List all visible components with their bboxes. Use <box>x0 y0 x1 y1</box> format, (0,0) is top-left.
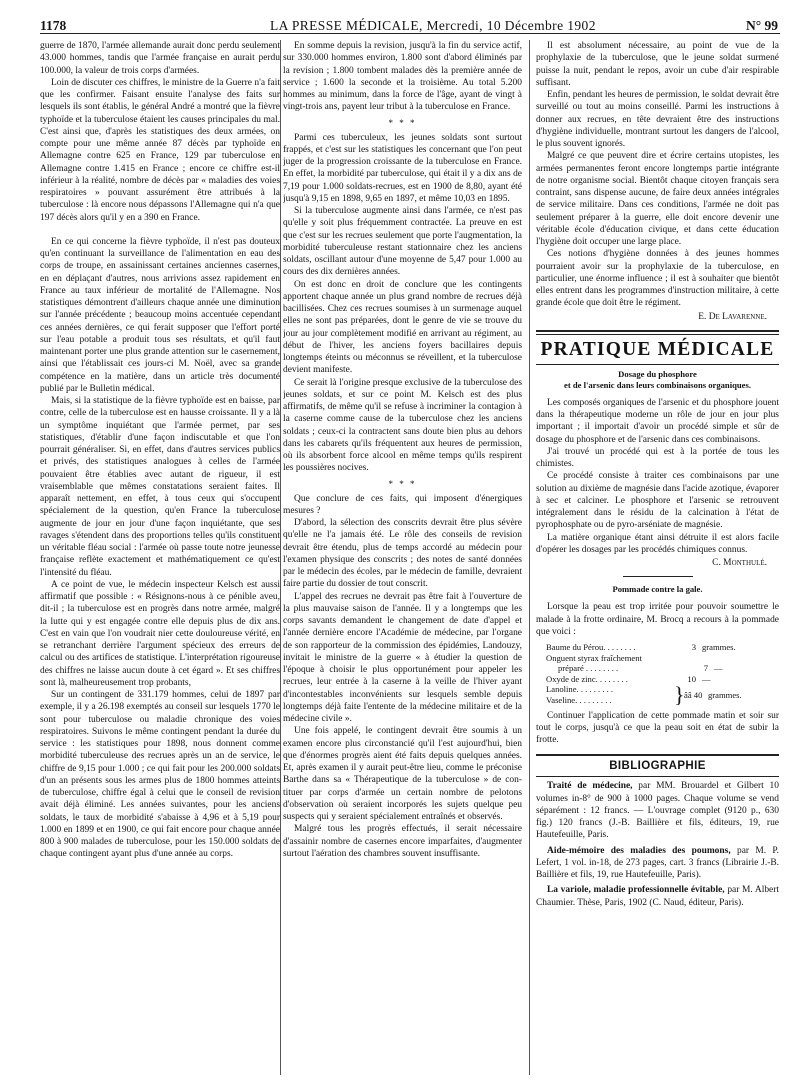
bibliography-entry-title: Aide-mémoire des maladies des poumons, <box>547 845 731 856</box>
article-title <box>536 369 779 391</box>
bibliography-entry <box>536 780 779 841</box>
author-signature: E. De Lavarenne. <box>698 311 767 322</box>
short-rule <box>623 576 693 577</box>
paragraph: Les composés organiques de l'arsenic et du phosphore jouent dans la thérapeutique moderne un rôle de jour en jour plus important ; il importait d'avoir un procédé simple et sûr de dosage du phosphore et de l'arsenic dans ces combinaisons. <box>536 397 779 445</box>
ingredient-name: Onguent styrax fraîchement <box>546 652 642 663</box>
section-rule <box>536 334 779 335</box>
bibliography-header <box>536 754 779 777</box>
paragraph: Il est absolument nécessaire, au point de vue de la prophylaxie de la tuberculose, que le jeune soldat surmené puisse la nuit, pendant le repos, avoir un cube d'air respirable suffisant. <box>536 41 779 88</box>
section-rule <box>536 364 779 365</box>
ingredient-name: Oxyde de zinc. . . . . . . . <box>546 673 628 684</box>
bibliography-entry <box>536 845 779 882</box>
ingredient-unit: grammes. <box>702 642 736 652</box>
bibliography-entry <box>536 884 779 909</box>
paragraph: guerre de 1870, l'armée allemande aurait donc perdu seulement 43.000 hommes, tandis que l'armée française en aurait perdu 100.000, la valeur de trois corps d'armées. <box>40 41 280 76</box>
journal-title: LA PRESSE MÉDICALE, Mercredi, 10 Décembre 1902 <box>270 18 596 33</box>
paragraph: Malgré ce que peuvent dire et écrire certains utopistes, les armées permanentes feront encore longtemps partie intégrante de notre organisme social. Bientôt chaque citoyen français sera contraint, sans dispense aucune, de faire deux années intégrales de service militaire. Dans ces conditions, l'armée ne doit pas seulement préparer à la guerre, elle doit encore devenir une véritable école d'éducation civique, et dans cette éducation l'hygiène doit occuper une large place. <box>536 151 779 247</box>
ingredient-unit: — <box>702 673 711 684</box>
paragraph: Si la tuberculose augmente ainsi dans l'armée, ce n'est pas qu'elle y soit plus fréquemment contractée. La preuve en est que c'est sur les recrues seulement que porte l'augmentation, la morbidité tuberculeuse restant stationnaire chez les anciens soldats, oscillant autour d'une moyenne de 5,47 pour 1.000 au cours des dix dernières années. <box>283 206 522 278</box>
ingredient-name: Vaseline. . . . . . . . . <box>546 694 612 705</box>
section-title: PRATIQUE MÉDICALE <box>540 338 775 360</box>
bibliography-entry-title: Traité de médecine, <box>547 781 633 792</box>
bibliography-entry-text: par M. Albert Chaumier. Thèse, Paris, 1902 (C. Naud, éditeur, Paris). <box>536 885 779 908</box>
paragraph: Sur un contingent de 331.179 hommes, celui de 1897 par exemple, il y a 26.198 exemptés au conseil sur lesquels 1770 le sont pour tuberculose ou maladie chronique des voies respiratoires. Suivons le même contingent pendant la durée du service : les statistiques pour 1898, nous donnent comme morbidité tuberculeuse des recrues après un an de service, le chiffre de 9,15 pour 1.000 ; ce qui fait pour les 200.000 soldats d'un an présents sous les armes plus de 1800 hommes atteints de tuberculose, chiffre égal à celui que le conseil de revision avait déjà éliminé. Les années suivantes, pour les anciens soldats, le taux de morbidité s'abaisse à 4,96 et à 5,19 pour 1.000 en 1899 et en 1900, ce qui fait encore pour chaque année 800 à 900 malades de tuberculose, pour les 150.000 soldats de chaque contingent ayant plus d'une année au corps. <box>40 690 280 860</box>
ingredient-quantity: 3 <box>691 642 696 652</box>
section-rule <box>536 330 779 332</box>
paragraph: D'abord, la sélection des conscrits devrait être plus sévère qu'elle ne l'a jamais été. Le rôle des conseils de revision devrait être étendu, plus de temps accordé au médecin pour l'examen physique des conscrits ; des notes de santé données par le médecin des écoles, par le médecin de famille, devraient faire partie du dossier de tout conscrit. <box>283 518 522 590</box>
paragraph: Malgré tous les progrès effectués, il serait nécessaire d'assainir nombre de casernes encore imparfaites, d'augmenter surtout l'aération des chambres souvent insuffisante. <box>283 824 522 859</box>
ingredient-quantity: ââ 40 <box>684 689 703 700</box>
bibliography-entry-text: par M. P. Lefert, 1 vol. in-18, de 273 pages, cart. 3 francs (Librairie J.-B. Baillière et fils, 19, rue Hautefeuille, Paris). <box>536 845 779 881</box>
author-signature: C. Monthulé. <box>712 558 767 568</box>
issue-number: N° 99 <box>745 18 778 33</box>
paragraph: Enfin, pendant les heures de permission, le soldat devrait être surveillé ou tout au moins conseillé. Parmi les instructions à donner aux recrues, en tête devraient être des instructions d'hygiène individuelle, montrant surtout les dangers de l'alcool, le plus souvent ignorés. <box>536 90 779 149</box>
paragraph: Continuer l'application de cette pommade matin et soir sur tout le corps, jusqu'à ce que la peau soit en état de subir la frotte. <box>536 710 779 746</box>
column-divider <box>280 40 281 1075</box>
prescription-row-pair <box>546 681 779 707</box>
paragraph: Ce procédé consiste à traiter ces combinaisons par une solution au dixième de magnésie dans l'acide azotique, évaporer à sec et calciner. Le phosphore et l'arsenic se retrouvent intégralement dans le résidu de la calcination à l'état de pyrophosphate ou de pyro-arséniate de magnésie. <box>536 471 779 531</box>
article-title-line: et de l'arsenic dans leurs combinaisons organiques. <box>564 379 751 390</box>
ingredient-quantity: 7 <box>703 663 708 674</box>
prescription-row <box>546 663 779 674</box>
paragraph: Ce serait là l'origine presque exclusive de la tuberculose des jeunes soldats, et sur ce point M. Kelsch est des plus affirmatifs, de même qu'il se refuse à incriminer la contagion à la caserne comme cause de la tuberculose chez les anciens soldats ; ceux-ci la contractent sans doute bien plus au dehors dans les cabarets qu'ils fréquentent aux heures de permission, où ils absorbent force alcool en même temps qu'ils respirent les poussières nocives. <box>283 377 522 474</box>
paragraph: En ce qui concerne la fièvre typhoïde, il n'est pas douteux qu'en continuant la surveillance de l'alimentation en eau des corps de troupe, en assainissant certaines anciennes casernes, en en déplaçant d'autres, nous arrivions assez rapidement en France au taux inférieur de mortalité de l'Allemagne. Nos statistiques démontrent d'ailleurs chaque année une diminution sur l'année précédente ; beaucoup moins accentuée cependant ces années dernières, ce qui ferait supposer que l'effort porté sur l'eau potable a produit tous ses résultats, et qu'il faut maintenant porter une plus grande attention sur le casernement, ainsi que l'établissait ces jours-ci M. Noël, avec sa grande compétence en la matière, dans un article très documenté publié par le Bulletin médical. <box>40 236 280 394</box>
prescription-row <box>546 653 779 664</box>
header-rule <box>40 33 780 34</box>
ingredient-quantity: 10 <box>687 673 696 684</box>
page-header <box>40 12 780 40</box>
paragraph: Parmi ces tuberculeux, les jeunes soldats sont surtout frappés, et c'est sur les statistiques les concernant que l'on peut juger de la progression croissante de la tuberculose en France. En effet, la morbidité par tuberculose, qui était il y a dix ans de 7,19 pour 1.000 soldats-recrues, est en 1900 de 8,80, ayant été jusqu'à 9,15 en 1898, 9,65 en 1897, et même 10,03 en 1895. <box>283 132 522 204</box>
ingredient-name: Baume du Pérou. . . . . . . . <box>546 642 636 652</box>
column-3 <box>536 40 779 1075</box>
column-divider <box>529 40 530 1075</box>
prescription-row <box>546 642 779 653</box>
paragraph: Ces notions d'hygiène données à des jeunes hommes pourraient avoir sur la prophylaxie de la tuberculose, en particulier, une énorme influence ; il est à souhaiter que bientôt elles entrent dans les programmes d'instruction militaire, à cette grande école que doit être le régiment. <box>536 249 779 309</box>
paragraph: Loin de discuter ces chiffres, le ministre de la Guerre n'a fait que les confirmer. Faisant ensuite l'analyse des faits sur lesquels ils sont établis, le général André a montré que la fièvre typhoïde et la tuberculose étaient les causes principales du mal. C'est ainsi que, d'après les statistiques des deux armées, on compte pour une même année 87 décès par typhoïde en Allemagne contre 625 en France, 129 par tuberculose en Allemagne contre 1.415 en France ; encore ce chiffre est-il inférieur à la réalité, nombre de décès par « maladies des voies respiratoires » pouvant assurément être attribués à la tuberculose : là encore nous dépassons l'Allemagne qui n'a que 197 décès alors qu'il y en a 390 en France. <box>40 77 280 223</box>
prescription-table <box>546 642 779 706</box>
article-title: Pommade contre la gale. <box>612 584 703 595</box>
page-number: 1178 <box>40 18 67 33</box>
paragraph: Une fois appelé, le contingent devrait être soumis à un examen encore plus circonstancié qu'il l'est aujourd'hui, bien que d'énormes progrès aient été faits depuis quelques années. Et, après examen il y aurait peut-être lieu, comme le préconise Barthe dans sa « Thérapeutique de la tuberculose » de con-tituer par corps d'armée un certain nombre de pelotons d'observation où seraient incorporés les sujets quelque peu suspects qui y seraient spécialement entraînés et observés. <box>283 726 522 822</box>
paragraph: A ce point de vue, le médecin inspecteur Kelsch est aussi affirmatif que possible : « Résignons-nous à ce pénible aveu, dit-il ; la tuberculose est en progrès dans notre armée, malgré la lutte qui y est engagée contre elle depuis plus de dix ans. C'est en vain que l'on voudrait nier cette douloureuse vérité, en se retranchant derrière l'argument spécieux des erreurs de calcul ou des artifices de statistique. L'interprétation rigoureuse des chiffres ne laisse aucun doute à cet égard ». Et ses chiffres sont là, malheureusement trop probants, <box>40 579 280 688</box>
section-separator-stars: * * * <box>388 478 417 489</box>
brace: } <box>674 681 685 707</box>
ingredient-name: préparé . . . . . . . . <box>558 663 619 674</box>
paragraph: Lorsque la peau est trop irritée pour pouvoir soumettre le malade à la frotte ordinaire, M. Brocq a recours à la pommade que voici : <box>536 602 779 637</box>
paragraph: En somme depuis la revision, jusqu'à la fin du service actif, sur 330.000 hommes environ, 1.800 sont d'abord éliminés par la revision ; 1.800 tombent malades dès la première année de service ; 1.600 la seconde et la troisième. Au total 5.200 hommes au minimum, dans la force de l'âge, ayant de vingt à vingt-trois ans, payent leur tribut à la tuberculose en France. <box>283 41 522 113</box>
ingredient-name: Lanoline. . . . . . . . . <box>546 684 614 695</box>
ingredient-unit: grammes. <box>708 689 742 700</box>
paragraph: L'appel des recrues ne devrait pas être fait à l'ouverture de la plus mauvaise saison de l'année. Il y a longtemps que les corps savants demandent le changement de date d'appel et l'année dernière encore l'Académie de médecine, par l'organe de son rapporteur de la commission des épidémies, Landouzy, invitait le ministre de la guerre « à étudier la question de l'époque à choisir le plus opportunément pour appeler les recrues, leur entrée à la caserne à la veille de l'hiver ayant d'incontestables inconvénients sur lesquels semble depuis longtemps déjà faite l'entente de la médecine militaire et de la médecine civile ». <box>283 591 522 724</box>
ingredient-names <box>546 684 656 705</box>
bibliography-entry-title: La variole, maladie professionnelle évitable, <box>547 885 725 896</box>
ingredient-unit: — <box>714 663 723 674</box>
bibliography-title: BIBLIOGRAPHIE <box>609 760 706 773</box>
column-2 <box>283 40 522 1075</box>
column-1 <box>40 40 280 1075</box>
paragraph: Mais, si la statistique de la fièvre typhoïde est en baisse, par contre, celle de la tuberculose est en hausse croissante. Il y a là un symptôme inquiétant que l'armée permet, par ses statistiques, d'établir d'une façon indiscutable et que l'on pourrait généraliser. Si, en effet, dans d'autres services publics et privés, des statistiques analogues à celles de l'armée pouvaient être établies avec autant de rigueur, il est vraisemblable que mêmes constatations seraient faites. Il apparaît nettement, en effet, à tous ceux qui s'occupent spécialement de la question, qu'en France la tuberculose augmente de jour en jour d'une façon inquiétante, que ses ravages s'étendent dans des proportions telles qu'ils constituent un véritable fléau social : l'armée où passe toute notre jeunesse française reflète exactement et mathématiquement ce qu'est l'intensité du fléau. <box>40 396 280 578</box>
paragraph: Que conclure de ces faits, qui imposent d'énergiques mesures ? <box>283 493 522 516</box>
paragraph: J'ai trouvé un procédé qui est à la portée de tous les chimistes. <box>536 446 779 469</box>
bibliography-entry-text: par MM. Brouardel et Gilbert 10 volumes in-8° de 900 à 1000 pages. Chaque volume se vend séparément : 12 francs. — L'ouvrage complet (9120 p., 630 fig.) 120 francs (J.-B. Baillière et fils, éditeurs, 19, rue Hautefeuille, Paris. <box>536 781 779 841</box>
paragraph: On est donc en droit de conclure que les contingents apportent chaque année un plus grand nombre de recrues déjà bacillisées. Chez ces recrues soumises à un surmenage auquel elles ne sont pas préparées, dont le genre de vie se trouve du jour au jour complètement modifié en arrivant au régiment, au début de l'hiver, les anciens foyers bacillaires depuis longtemps éteints ou méconnus se réveillent, et la tuberculose devient manifeste. <box>283 279 522 376</box>
section-separator-stars: * * * <box>388 117 417 128</box>
paragraph: La matière organique étant ainsi détruite il est alors facile d'opérer les dosages par les procédés chimiques connus. <box>536 532 779 555</box>
prescription-row <box>546 674 779 685</box>
article-title-line: Dosage du phosphore <box>618 368 697 379</box>
